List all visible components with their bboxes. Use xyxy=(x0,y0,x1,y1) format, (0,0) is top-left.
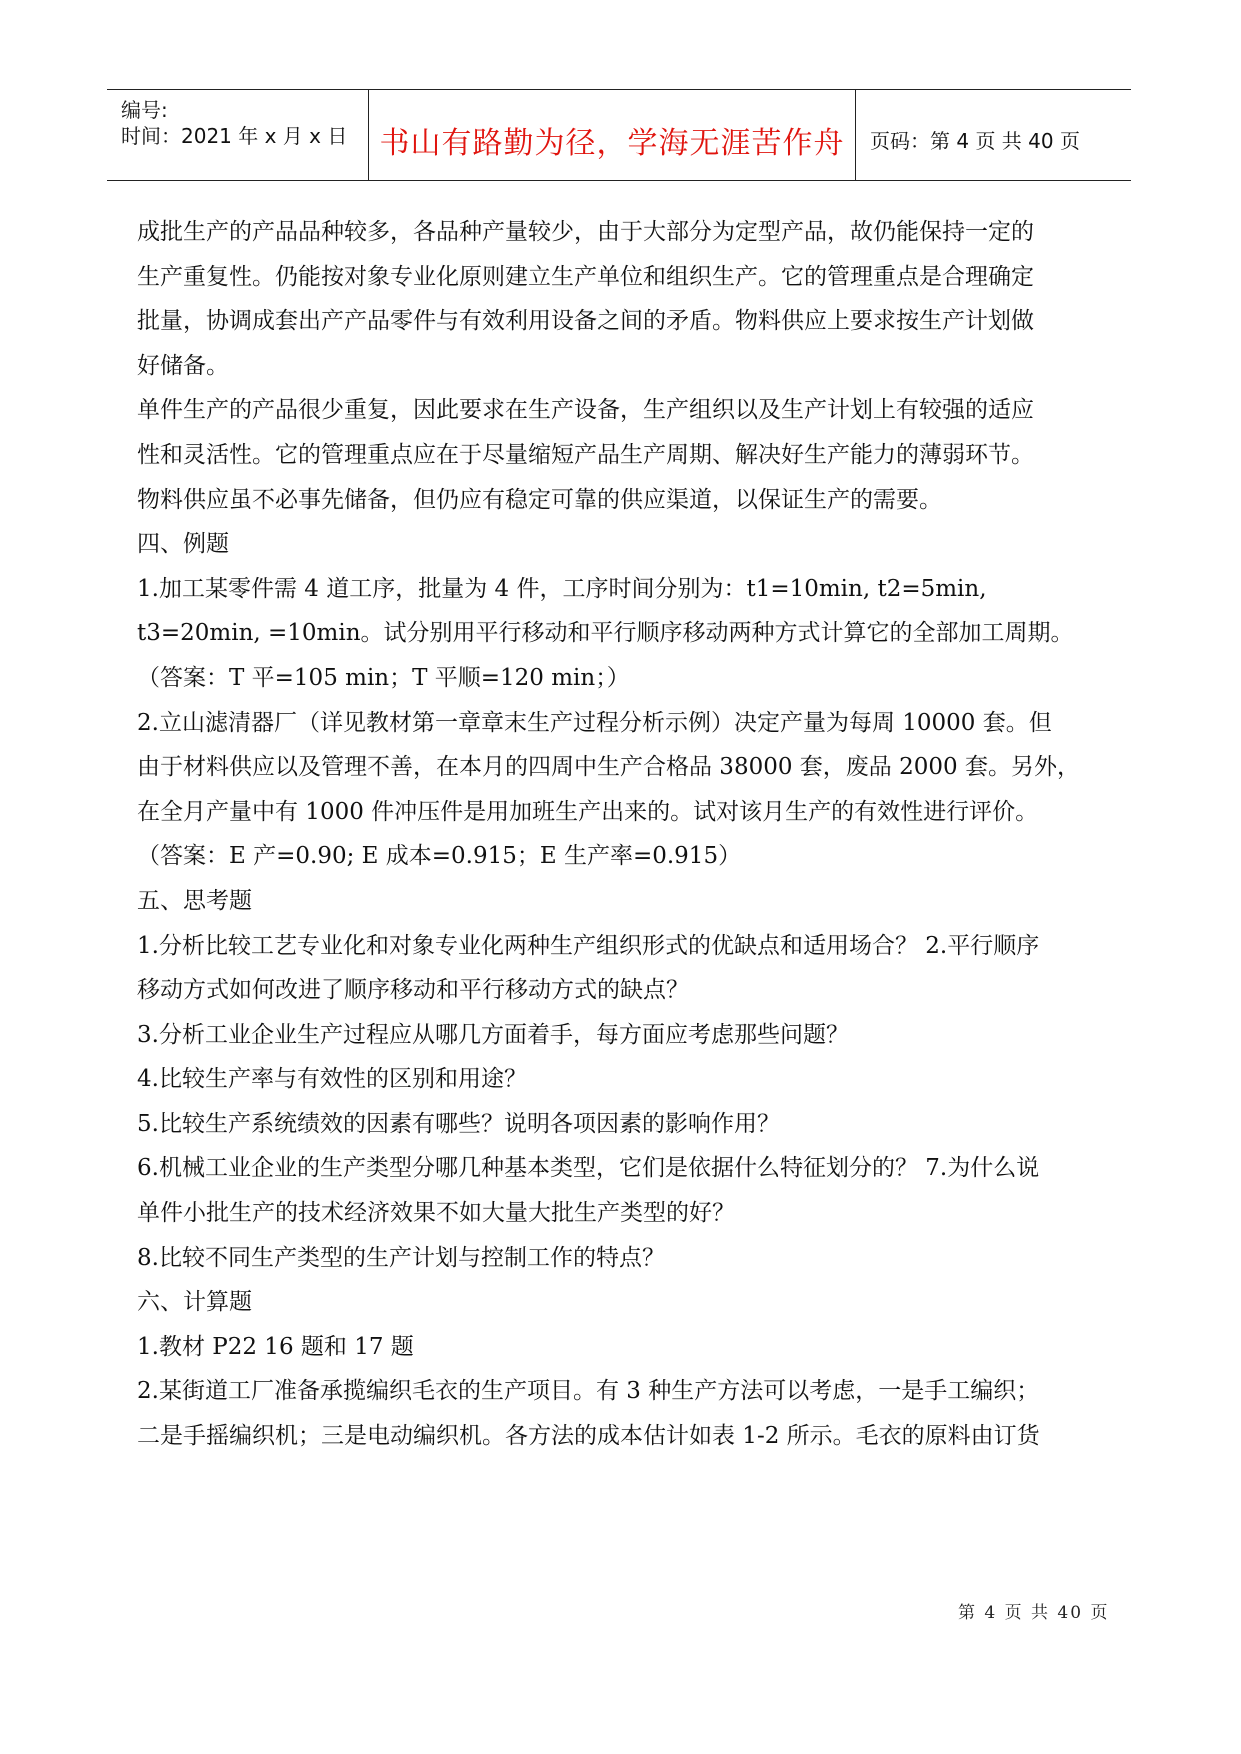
body-line: 单件生产的产品很少重复，因此要求在生产设备，生产组织以及生产计划上有较强的适应 xyxy=(137,397,1034,424)
body-line: 由于材料供应以及管理不善，在本月的四周中生产合格品 38000 套，废品 2000 套。另外， xyxy=(137,754,1080,781)
body-line: 5.比较生产系统绩效的因素有哪些？说明各项因素的影响作用？ xyxy=(137,1110,780,1137)
document-number-label: 编号: xyxy=(121,98,168,122)
body-line: 3.分析工业企业生产过程应从哪几方面着手，每方面应考虑那些问题？ xyxy=(137,1021,849,1048)
header-motto-cell xyxy=(369,90,856,180)
body-line: 成批生产的产品品种较多，各品种产量较少，由于大部分为定型产品，故仍能保持一定的 xyxy=(137,219,1034,245)
header-meta-cell xyxy=(107,90,369,180)
answer-line: （答案：E 产=0.90; E 成本=0.915；E 生产率=0.915） xyxy=(137,843,742,870)
body-line: 性和灵活性。它的管理重点应在于尽量缩短产品生产周期、解决好生产能力的薄弱环节。 xyxy=(137,441,1034,468)
body-line: t3=20min, =10min。试分别用平行移动和平行顺序移动两种方式计算它的全部加工周期。 xyxy=(137,620,1074,647)
body-line: 二是手摇编织机；三是电动编织机。各方法的成本估计如表 1-2 所示。毛衣的原料由订货 xyxy=(137,1423,1040,1450)
page-footer: 第 4 页 共 40 页 xyxy=(958,1603,1110,1623)
body-line: 2.某街道工厂准备承揽编织毛衣的生产项目。有 3 种生产方法可以考虑，一是手工编织； xyxy=(137,1378,1040,1405)
section-heading-questions: 五、思考题 xyxy=(137,887,252,914)
section-heading-calculations: 六、计算题 xyxy=(137,1289,252,1316)
body-line: 移动方式如何改进了顺序移动和平行移动方式的缺点？ xyxy=(137,977,689,1004)
body-line: 2.立山滤清器厂（详见教材第一章章末生产过程分析示例）决定产量为每周 10000 套。但 xyxy=(137,709,1052,736)
body-line: 批量，协调成套出产产品零件与有效利用设备之间的矛盾。物料供应上要求按生产计划做 xyxy=(137,308,1034,335)
body-line: 生产重复性。仍能按对象专业化原则建立生产单位和组织生产。它的管理重点是合理确定 xyxy=(137,263,1034,290)
body-line: 在全月产量中有 1000 件冲压件是用加班生产出来的。试对该月生产的有效性进行评价。 xyxy=(137,798,1039,825)
body-line: 6.机械工业企业的生产类型分哪几种基本类型，它们是依据什么特征划分的？ 7.为什么说 xyxy=(137,1155,1040,1182)
body-line: 4.比较生产率与有效性的区别和用途？ xyxy=(137,1066,527,1093)
header-page-cell xyxy=(856,90,1131,180)
header-page-code: 页码：第 4 页 共 40 页 xyxy=(870,129,1080,153)
answer-line: （答案：T 平=105 min；T 平顺=120 min；） xyxy=(137,664,630,691)
section-heading-examples: 四、例题 xyxy=(137,531,229,558)
body-line: 物料供应虽不必事先储备，但仍应有稳定可靠的供应渠道，以保证生产的需要。 xyxy=(137,486,942,513)
body-line: 好储备。 xyxy=(137,352,229,379)
body-line: 1.加工某零件需 4 道工序，批量为 4 件，工序时间分别为：t1=10min, t2=5min, xyxy=(137,575,987,602)
page-header xyxy=(107,89,1131,181)
body-line: 1.教材 P22 16 题和 17 题 xyxy=(137,1333,414,1360)
body-line: 单件小批生产的技术经济效果不如大量大批生产类型的好？ xyxy=(137,1200,735,1227)
document-body xyxy=(137,210,1117,1459)
body-line: 8.比较不同生产类型的生产计划与控制工作的特点？ xyxy=(137,1244,665,1271)
body-line: 1.分析比较工艺专业化和对象专业化两种生产组织形式的优缺点和适用场合？ 2.平行顺序 xyxy=(137,932,1040,959)
motto-text: 书山有路勤为径，学海无涯苦作舟 xyxy=(379,126,845,161)
document-time-label: 时间：2021 年 x 月 x 日 xyxy=(121,124,348,148)
